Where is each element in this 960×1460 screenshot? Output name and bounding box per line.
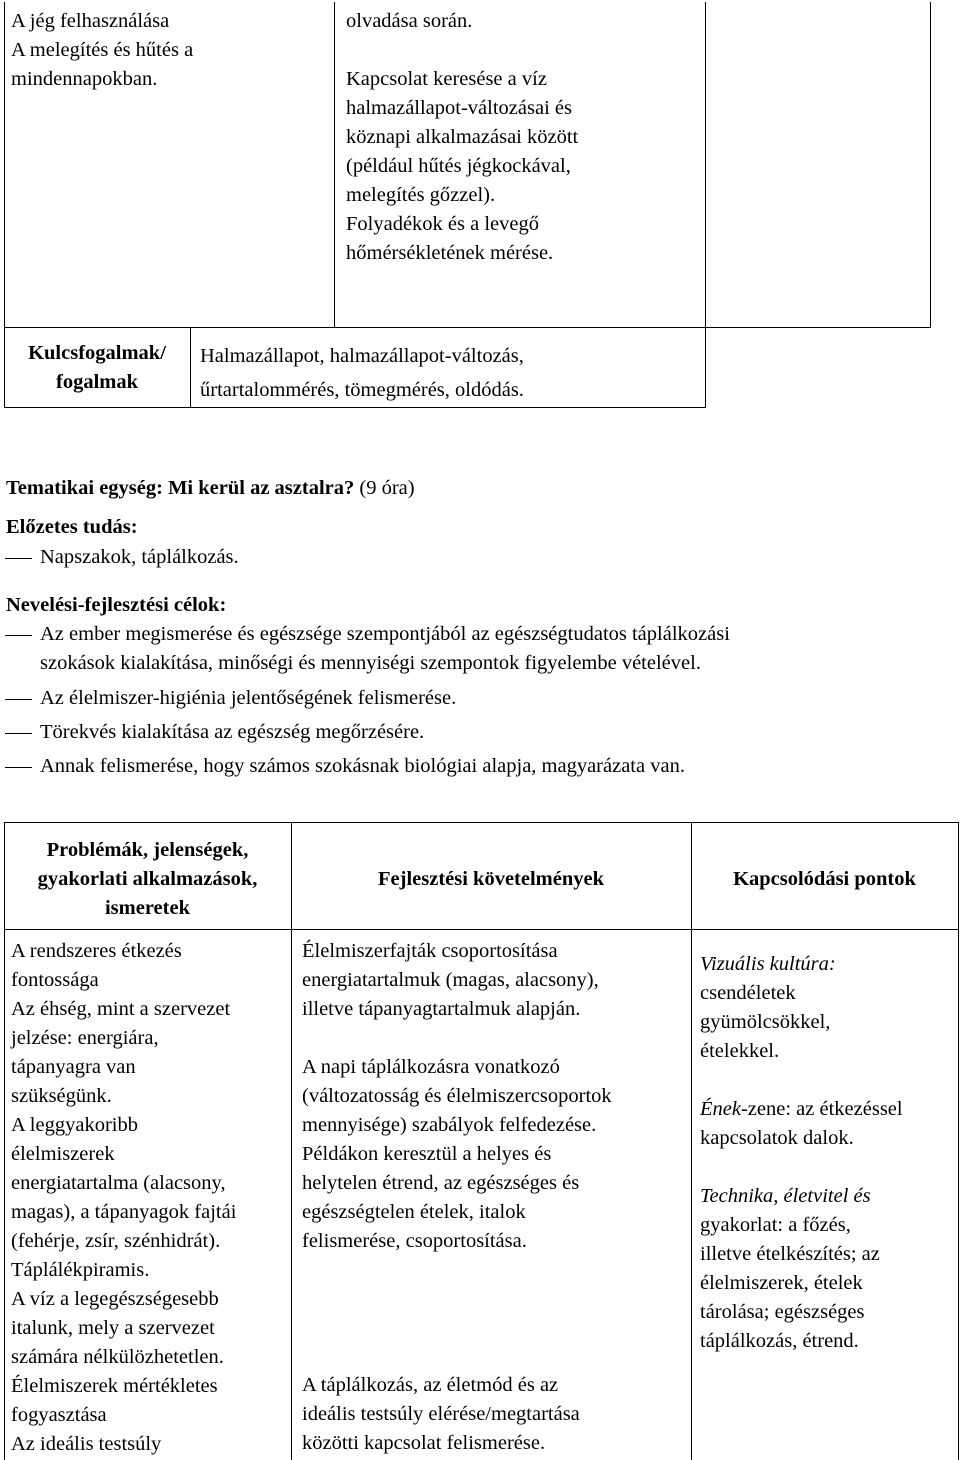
key-concepts-value: Halmazállapot, halmazállapot-változás, űrtartalommérés, tömegmérés, oldódás. [200, 345, 524, 401]
activity-line: köznapi alkalmazásai között [346, 126, 579, 148]
activity-line: Kapcsolat keresése a víz [346, 68, 547, 90]
requirements-block: Élelmiszerfajták csoportosítása energiatartalmuk (magas, alacsony), illetve tápanyagtartalmuk alapján. [302, 940, 599, 1020]
requirements-block: A táplálkozás, az életmód és az ideális testsúly elérése/megtartása közötti kapcsolat felismerése. [302, 1374, 580, 1454]
dash-bullet [5, 558, 32, 559]
goals-label: Nevelési-fejlesztési célok: [6, 594, 227, 616]
activity-line [346, 36, 578, 65]
goal-item: Az élelmiszer-higiénia jelentőségének felismerése. [0, 684, 900, 713]
topic-line: A jég felhasználása [11, 10, 170, 32]
prior-knowledge-item: Napszakok, táplálkozás. [0, 543, 900, 572]
topic-line: A melegítés és hűtés a [11, 39, 194, 61]
requirements-block: A napi táplálkozásra vonatkozó (változatosság és élelmiszercsoportok mennyisége) szabályok felfedezése. Példákon keresztül a helyes és helytelen étrend, az egészséges és egészségtelen ételek, italok felismerése, csoportosítása. [302, 1056, 612, 1252]
activity-line: halmazállapot-változásai és [346, 97, 572, 119]
goal-item: Az ember megismerése és egészsége szempontjából az egészségtudatos táplálkozási szokások kialakítása, minőségi és mennyiségi szempontok figyelembe vételével. [0, 620, 900, 678]
activity-line: (például hűtés jégkockával, [346, 155, 571, 177]
topic-cell [11, 7, 193, 94]
dash-bullet [5, 767, 32, 768]
bottom-table [4, 822, 959, 1460]
dash-bullet [5, 635, 32, 636]
header-requirements: Fejlesztési követelmények [378, 868, 604, 890]
dash-bullet [5, 699, 32, 700]
connection-music: Ének-zene: az étkezéssel kapcsolatok dalok. [700, 1098, 903, 1149]
goal-item: Törekvés kialakítása az egészség megőrzésére. [0, 718, 900, 747]
header-connections: Kapcsolódási pontok [733, 868, 916, 890]
key-concepts-label: Kulcsfogalmak/ fogalmak [28, 342, 166, 393]
unit-heading: Tematikai egység: Mi kerül az asztalra? (9 óra) [6, 477, 415, 499]
activity-line: melegítés gőzzel). [346, 184, 496, 206]
top-table [4, 2, 931, 408]
prior-knowledge-label: Előzetes tudás: [6, 516, 138, 538]
activity-line: olvadása során. [346, 10, 473, 32]
activity-line: Folyadékok és a levegő [346, 213, 539, 235]
dash-bullet [5, 733, 32, 734]
topic-line: mindennapokban. [11, 68, 158, 90]
connection-technology: Technika, életvitel és gyakorlat: a főzés, illetve ételkészítés; az élelmiszerek, ételek tárolása; egészséges táplálkozás, étrend. [700, 1185, 880, 1352]
activity-cell [346, 7, 578, 268]
activity-line: hőmérsékletének mérése. [346, 242, 554, 264]
problems-cell: A rendszeres étkezés fontossága Az éhség, mint a szervezet jelzése: energiára, tápanyagra van szükségünk. A leggyakoribb élelmiszerek energiatartalma (alacsony, magas), a tápanyagok fajtái (fehérje, zsír, szénhidrát). Táplálékpiramis. A víz a legegészségesebb italunk, mely a szervezet számára nélkülözhetetlen. Élelmiszerek mértékletes fogyasztása Az ideális testsúly [11, 940, 237, 1455]
header-problems: Problémák, jelenségek, gyakorlati alkalmazások, ismeretek [37, 839, 258, 919]
goal-item: Annak felismerése, hogy számos szokásnak biológiai alapja, magyarázata van. [0, 752, 900, 781]
unit-hours: (9 óra) [354, 477, 415, 499]
connection-visual-arts: Vizuális kultúra: csendéletek gyümölcsökkel, ételekkel. [700, 953, 836, 1062]
